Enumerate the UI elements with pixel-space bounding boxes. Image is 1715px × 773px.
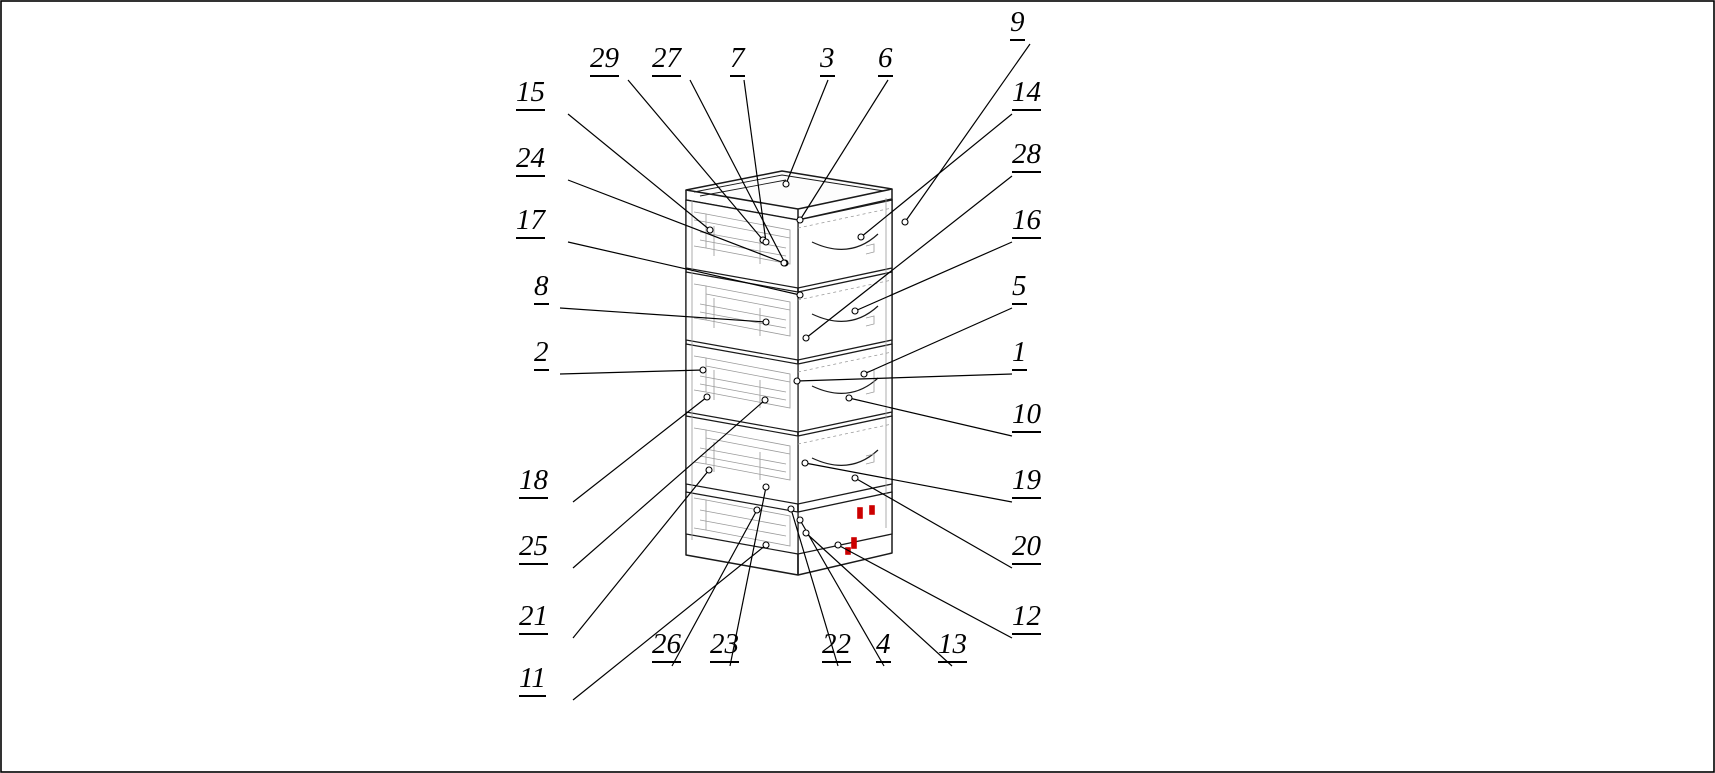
leader-dot-9 [902, 219, 908, 225]
leader-dot-18 [704, 394, 710, 400]
callout-label-23: 23 [710, 630, 739, 663]
leader-line-9 [905, 44, 1030, 222]
callout-label-3: 3 [820, 44, 835, 77]
leader-dot-1 [794, 378, 800, 384]
leader-dot-16 [852, 308, 858, 314]
leader-line-14 [861, 114, 1012, 237]
callout-label-18: 18 [519, 466, 548, 499]
leader-dot-8 [763, 319, 769, 325]
leader-dot-23 [763, 484, 769, 490]
callout-label-9: 9 [1010, 8, 1025, 41]
leader-dot-6 [797, 217, 803, 223]
callout-label-19: 19 [1012, 466, 1041, 499]
leader-dot-28 [803, 335, 809, 341]
leader-line-11 [573, 545, 766, 700]
callout-label-27: 27 [652, 44, 681, 77]
leader-dot-14 [858, 234, 864, 240]
drawer-fronts [798, 200, 892, 554]
callout-label-22: 22 [822, 630, 851, 663]
callout-label-14: 14 [1012, 78, 1041, 111]
leader-dot-21 [706, 467, 712, 473]
leader-dot-13 [803, 530, 809, 536]
leader-dot-12 [835, 542, 841, 548]
callout-label-16: 16 [1012, 206, 1041, 239]
callout-label-7: 7 [730, 44, 745, 77]
callout-label-6: 6 [878, 44, 893, 77]
callout-label-24: 24 [516, 144, 545, 177]
callout-label-29: 29 [590, 44, 619, 77]
callout-label-26: 26 [652, 630, 681, 663]
leader-line-3 [786, 80, 828, 184]
leader-dot-7 [763, 239, 769, 245]
leader-dot-20 [852, 475, 858, 481]
leader-dot-11 [763, 542, 769, 548]
callout-label-21: 21 [519, 602, 548, 635]
callout-label-25: 25 [519, 532, 548, 565]
leader-dot-4 [797, 517, 803, 523]
callout-label-20: 20 [1012, 532, 1041, 565]
callout-label-1: 1 [1012, 338, 1027, 371]
leader-dot-3 [783, 181, 789, 187]
leader-dot-2 [700, 367, 706, 373]
callout-label-17: 17 [516, 206, 545, 239]
callout-label-12: 12 [1012, 602, 1041, 635]
leader-dot-25 [762, 397, 768, 403]
callout-label-4: 4 [876, 630, 891, 663]
leader-dot-10 [846, 395, 852, 401]
callout-label-15: 15 [516, 78, 545, 111]
cabinet-left-face [686, 200, 798, 554]
callout-label-2: 2 [534, 338, 549, 371]
leader-dot-24 [781, 260, 787, 266]
callout-label-11: 11 [519, 664, 546, 697]
leader-line-2 [560, 370, 703, 374]
leader-dot-19 [802, 460, 808, 466]
callout-label-13: 13 [938, 630, 967, 663]
leader-line-12 [838, 545, 1012, 638]
leader-dot-17 [797, 292, 803, 298]
leader-dot-15 [707, 227, 713, 233]
callout-label-8: 8 [534, 272, 549, 305]
leader-line-21 [573, 470, 709, 638]
leader-dot-26 [754, 507, 760, 513]
leader-line-15 [568, 114, 710, 230]
callout-label-10: 10 [1012, 400, 1041, 433]
leader-dot-5 [861, 371, 867, 377]
callout-label-28: 28 [1012, 140, 1041, 173]
callout-label-5: 5 [1012, 272, 1027, 305]
leader-dot-22 [788, 506, 794, 512]
